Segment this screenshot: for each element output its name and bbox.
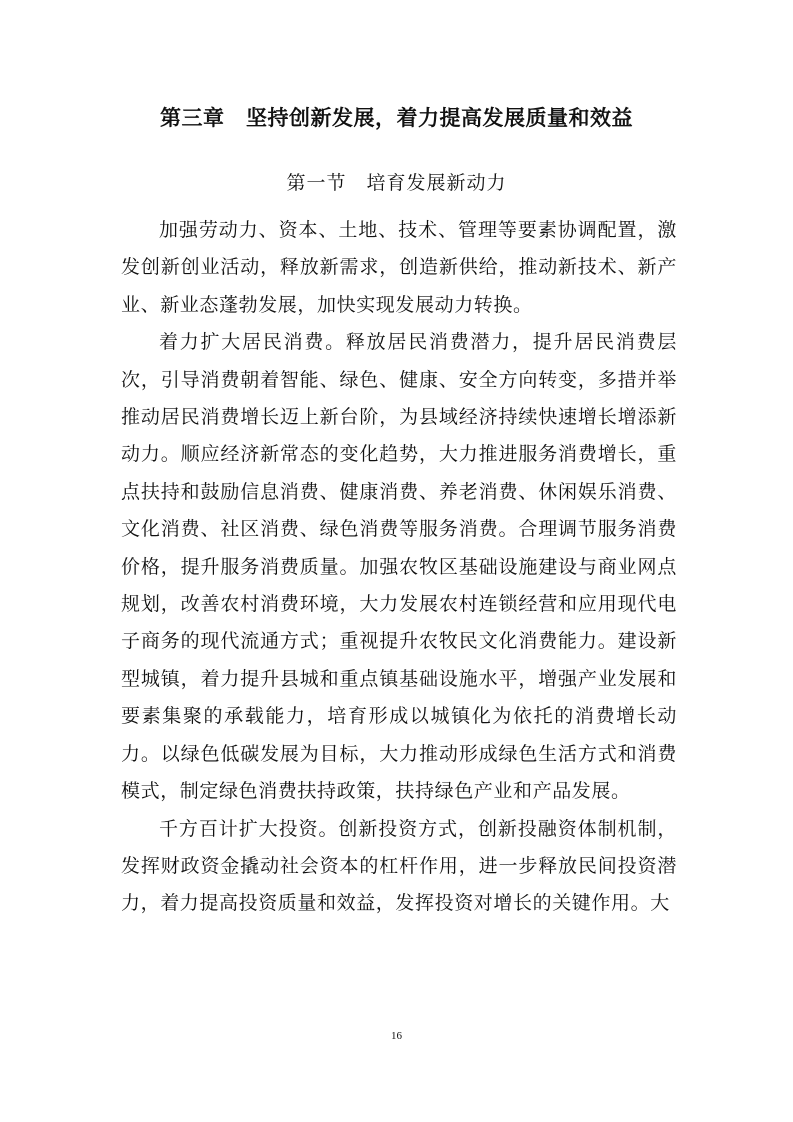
chapter-title: 第三章 坚持创新发展，着力提高发展质量和效益 bbox=[160, 106, 633, 130]
page-number: 16 bbox=[391, 1030, 402, 1042]
paragraph-expand-investment: 千方百计扩大投资。创新投资方式，创新投融资体制机制，发挥财政资金撬动社会资本的杠杆作用，进一步释放民间投资潜力，着力提高投资质量和效益，发挥投资对增长的关键作用。大 bbox=[121, 817, 677, 915]
paragraph-expand-consumption: 着力扩大居民消费。释放居民消费潜力，提升居民消费层次，引导消费朝着智能、绿色、健康、安全方向转变，多措并举推动居民消费增长迈上新台阶，为县域经济持续快速增长增添新动力。顺应经济新常态的变化趋势，大力推进服务消费增长，重点扶持和鼓励信息消费、健康消费、养老消费、休闲娱乐消费、文化消费、社区消费、绿色消费等服务消费。合理调节服务消费价格，提升服务消费质量。加强农牧区基础设施建设与商业网点规划，改善农村消费环境，大力发展农村连锁经营和应用现代电子商务的现代流通方式；重视提升农牧民文化消费能力。建设新型城镇，着力提升县城和重点镇基础设施水平，增强产业发展和要素集聚的承载能力，培育形成以城镇化为依托的消费增长动力。以绿色低碳发展为目标，大力推动形成绿色生活方式和消费模式，制定绿色消费扶持政策，扶持绿色产业和产品发展。 bbox=[121, 331, 677, 803]
paragraph-factor-allocation: 加强劳动力、资本、土地、技术、管理等要素协调配置，激发创新创业活动，释放新需求，创造新供给，推动新技术、新产业、新业态蓬勃发展，加快实现发展动力转换。 bbox=[121, 219, 677, 316]
section-title: 第一节 培育发展新动力 bbox=[286, 172, 507, 194]
body-text bbox=[121, 212, 677, 923]
